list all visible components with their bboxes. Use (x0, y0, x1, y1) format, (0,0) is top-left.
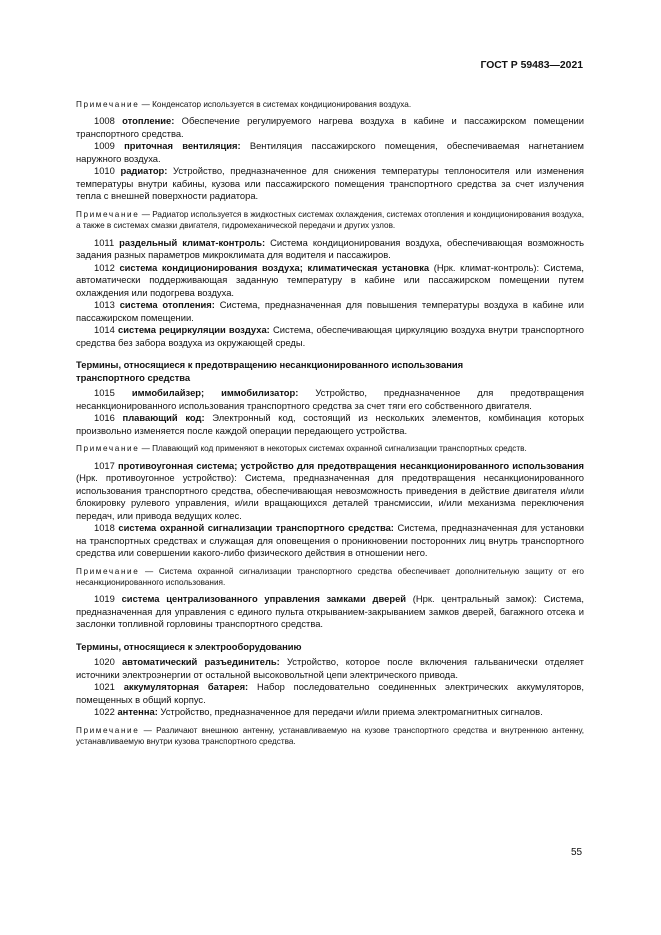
term-definition: Устройство, которое после включения гальванически отделяет источники электроэнергии от остальной высоковольтной цепи электрического привода. (76, 656, 584, 680)
note-label: Примечание (76, 100, 140, 109)
section-heading (76, 359, 584, 384)
term-name: раздельный климат-контроль: (119, 236, 266, 248)
term-definition: Устройство, предназначенное для передачи и/или приема электромагнитных сигналов. (157, 706, 543, 718)
term-number: 1011 (94, 236, 115, 248)
term-entry (76, 299, 584, 324)
term-entry (76, 115, 584, 140)
document-body (76, 93, 584, 753)
term-number: 1012 (94, 261, 115, 273)
term-number: 1018 (94, 522, 115, 534)
term-name: приточная вентиляция: (124, 140, 241, 152)
note-label: Примечание (76, 444, 140, 454)
term-name: система кондиционирования воздуха; климатическая установка (119, 261, 430, 273)
term-definition: Система, обеспечивающая циркуляцию воздуха внутри транспортного средства без забора воздуха из окружающей среды. (76, 324, 584, 348)
term-number: 1016 (94, 412, 115, 424)
note-label: Примечание (76, 209, 140, 219)
term-entry (76, 460, 584, 523)
term-entry (76, 237, 584, 262)
term-number: 1008 (94, 115, 115, 127)
term-name: система отопления: (119, 299, 215, 311)
term-entry (76, 593, 584, 631)
term-number: 1022 (94, 706, 115, 718)
term-name: система охранной сигнализации транспортного средства: (118, 522, 394, 534)
term-name: антенна: (117, 706, 158, 718)
term-definition: (Нрк. климат-контроль): Система, автоматически поддерживающая заданную температуру в кабине или пассажирском помещении путем охлаждения или подогрева воздуха. (76, 261, 584, 298)
term-definition: (Нрк. центральный замок): Система, предназначенная для управления с единого пульта открыванием-закрыванием замков дверей, багажного отсека и заслонки топливной горловины транспортного средства. (76, 593, 585, 630)
term-name: противоугонная система; устройство для предотвращения несанкционированного использования (118, 459, 585, 471)
term-entry (76, 324, 584, 349)
term-definition: (Нрк. противоугонное устройство): Система, предназначенная для предотвращения несанкционированного использования транспортного средства, обеспечивающая невозможность приведения в действие двигателя и/или блокировку рулевого управления, и/или вращающихся деталей трансмиссии, и/или механизма переключения передач, или привода ведущих колес. (76, 472, 584, 521)
document-header: ГОСТ Р 59483—2021 (480, 60, 583, 71)
term-name: радиатор: (120, 165, 168, 177)
term-entry (76, 522, 584, 560)
note (76, 99, 584, 110)
term-entry (76, 656, 584, 681)
term-number: 1020 (94, 656, 115, 668)
term-number: 1015 (94, 387, 115, 399)
term-definition: Устройство, предназначенное для предотвращения несанкционированного использования транспортного средства за счет тяги его собственного двигателя. (76, 387, 585, 411)
note (76, 725, 584, 748)
section-heading-line: транспортного средства (76, 371, 191, 383)
note-text: — Система охранной сигнализации транспортного средства обеспечивает дополнительную защиту от его несанкционированного использования. (76, 566, 584, 588)
term-name: отопление: (122, 115, 175, 127)
note (76, 566, 584, 589)
term-definition: Вентиляция пассажирского помещения, обеспечиваемая нагнетанием наружного воздуха. (76, 140, 584, 164)
term-number: 1014 (94, 324, 115, 336)
section-heading-line: Термины, относящиеся к предотвращению несанкционированного использования (76, 359, 464, 371)
term-name: система централизованного управления замками дверей (121, 593, 407, 605)
term-definition: Система, предназначенная для повышения температуры воздуха в кабине или пассажирском помещении. (76, 299, 585, 323)
term-entry (76, 681, 584, 706)
note-label: Примечание (76, 566, 140, 576)
term-number: 1009 (94, 140, 115, 152)
term-entry (76, 262, 584, 300)
term-number: 1019 (94, 593, 115, 605)
term-name: аккумуляторная батарея: (123, 681, 249, 693)
note-text: — Радиатор используется в жидкостных системах охлаждения, системах отопления и кондиционирования воздуха, а также в системах смазки двигателя, гидромеханической передачи и других узлов. (76, 209, 584, 231)
term-number: 1021 (94, 681, 115, 693)
note-text: — Конденсатор используется в системах кондиционирования воздуха. (139, 100, 412, 109)
term-entry (76, 140, 584, 165)
term-number: 1017 (94, 459, 115, 471)
term-entry (76, 387, 584, 412)
term-name: плавающий код: (122, 412, 205, 424)
term-name: система рециркуляции воздуха: (118, 324, 270, 336)
term-definition: Система, предназначенная для установки на транспортных средствах и служащая для оповещения о проникновении посторонних лиц внутрь транспортного средства или совершении какого-либо физического действия в отношении него. (76, 522, 585, 559)
note (76, 443, 584, 454)
term-name: иммобилайзер; иммобилизатор: (131, 387, 299, 399)
term-name: автоматический разъединитель: (122, 656, 280, 668)
term-definition: Электронный код, состоящий из нескольких элементов, комбинация которых произвольно изменяется после каждой операции передающего устройства. (76, 412, 584, 436)
term-definition: Набор последовательно соединенных электрических аккумуляторов, помещенных в общий корпус. (76, 681, 585, 705)
term-definition: Обеспечение регулируемого нагрева воздуха в кабине и пассажирском помещении транспортного средства. (76, 115, 584, 139)
note-text: — Различают внешнюю антенну, устанавливаемую на кузове транспортного средства и внутреннюю антенну, устанавливаемую внутри кузова транспортного средства. (76, 725, 584, 747)
note-label: Примечание (76, 725, 140, 735)
note (76, 209, 584, 232)
term-entry (76, 165, 584, 203)
note-text: — Плавающий код применяют в некоторых системах охранной сигнализации транспортных средств. (139, 444, 527, 454)
term-definition: Устройство, предназначенное для снижения температуры теплоносителя или изменения температуры внутри кабины, кузова или пассажирского помещения транспортного средства за счет излучения тепла с внешней поверхности радиатора. (76, 165, 584, 202)
term-definition: Система кондиционирования воздуха, обеспечивающая возможность задания разных параметров микроклимата для водителя и пассажиров. (76, 236, 584, 261)
term-number: 1013 (94, 299, 115, 311)
section-heading-line: Термины, относящиеся к электрооборудованию (76, 640, 302, 652)
section-heading (76, 641, 584, 654)
term-entry (76, 706, 584, 719)
term-number: 1010 (94, 165, 115, 177)
term-entry (76, 412, 584, 437)
page-number: 55 (571, 847, 583, 858)
